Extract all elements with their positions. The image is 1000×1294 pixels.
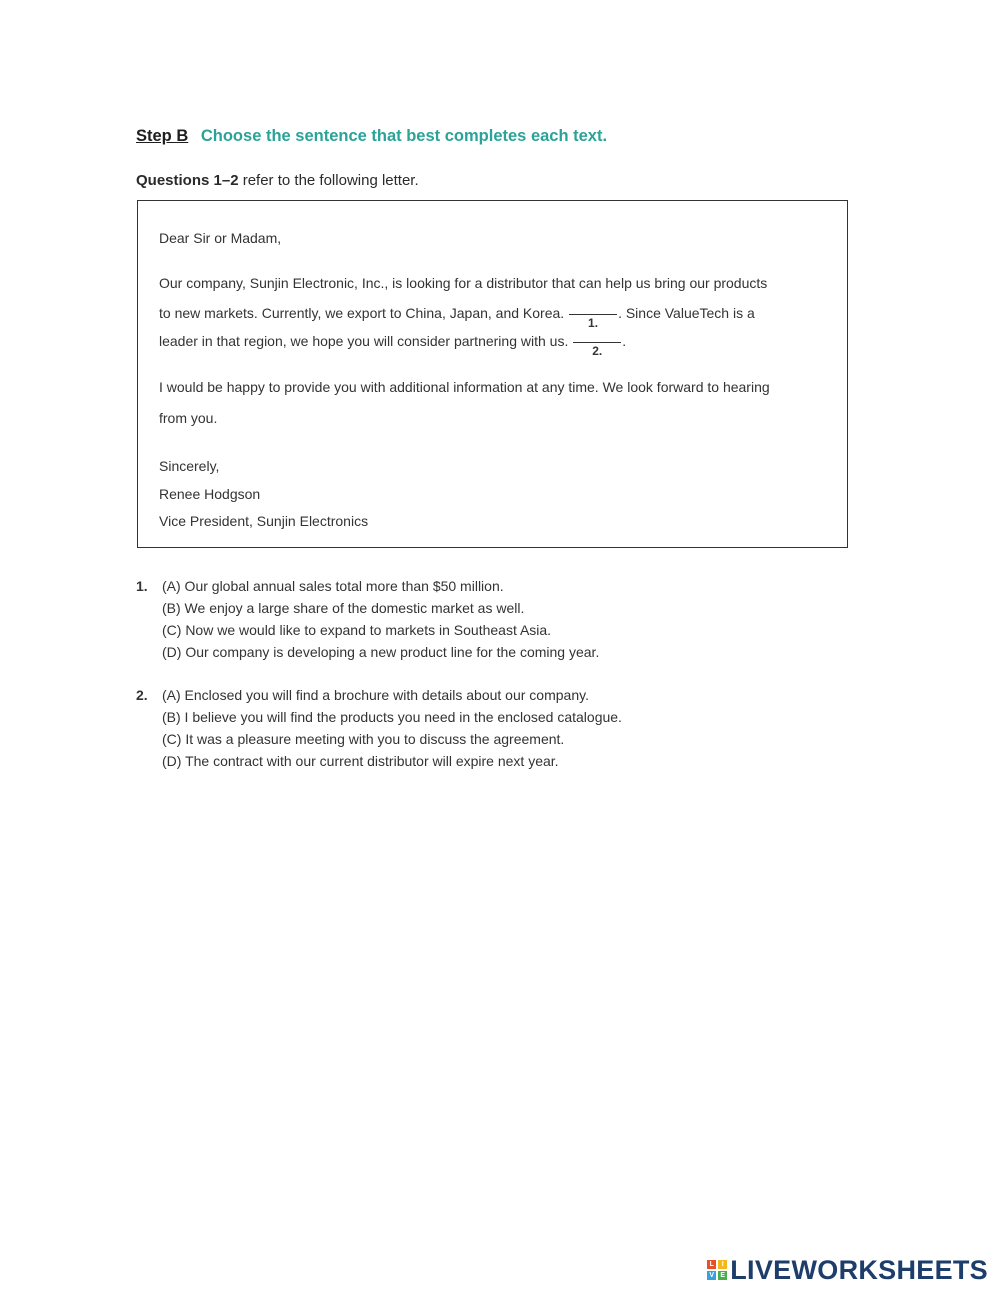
step-instruction: Choose the sentence that best completes each text.	[200, 127, 608, 145]
logo-tile: E	[718, 1271, 727, 1280]
liveworksheets-wordmark: LIVEWORKSHEETS	[730, 1254, 988, 1285]
letter-text: leader in that region, we hope you will consider partnering with us.	[159, 333, 573, 349]
liveworksheets-brand	[707, 1255, 988, 1285]
question-number: 2.	[136, 687, 148, 703]
letter-paragraph1-line1: Our company, Sunjin Electronic, Inc., is looking for a distributor that can help us bring our products	[159, 275, 768, 291]
question-1-option-a[interactable]: (A) Our global annual sales total more than $50 million.	[162, 578, 504, 594]
letter-paragraph1-line2	[159, 304, 755, 330]
question-1-option-b[interactable]: (B) We enjoy a large share of the domestic market as well.	[162, 600, 525, 616]
logo-tile: I	[718, 1260, 727, 1269]
letter-text: to new markets. Currently, we export to China, Japan, and Korea.	[159, 305, 569, 321]
letter-paragraph2-line2: from you.	[159, 410, 218, 426]
letter-signer-title: Vice President, Sunjin Electronics	[159, 513, 369, 529]
letter-text: . Since ValueTech is a	[618, 305, 755, 321]
question-number: 1.	[136, 578, 148, 594]
questions-range: Questions 1–2	[136, 172, 239, 189]
liveworksheets-logo-icon	[707, 1260, 727, 1280]
question-2-option-a[interactable]: (A) Enclosed you will find a brochure with details about our company.	[162, 687, 589, 703]
logo-tile: L	[707, 1260, 716, 1269]
step-label: Step B	[136, 127, 189, 145]
question-2-option-b[interactable]: (B) I believe you will find the products you need in the enclosed catalogue.	[162, 709, 622, 725]
letter-signer-name: Renee Hodgson	[159, 486, 261, 502]
letter-greeting: Dear Sir or Madam,	[159, 230, 282, 246]
questions-reference-text: refer to the following letter.	[238, 172, 419, 189]
blank-1[interactable]	[569, 304, 617, 330]
question-1-option-d[interactable]: (D) Our company is developing a new product line for the coming year.	[162, 644, 600, 660]
letter-text: .	[622, 333, 627, 349]
letter-paragraph1-line3	[159, 332, 627, 358]
questions-reference	[136, 172, 419, 189]
blank-2[interactable]	[573, 332, 621, 358]
blank-1-number: 1.	[588, 316, 599, 330]
blank-2-number: 2.	[592, 344, 603, 358]
question-1-option-c[interactable]: (C) Now we would like to expand to markets in Southeast Asia.	[162, 622, 552, 638]
step-heading	[136, 127, 607, 146]
letter-box	[137, 200, 848, 548]
letter-paragraph2-line1: I would be happy to provide you with additional information at any time. We look forward to hearing	[159, 379, 770, 395]
question-2-option-c[interactable]: (C) It was a pleasure meeting with you to discuss the agreement.	[162, 731, 565, 747]
letter-closing: Sincerely,	[159, 458, 220, 474]
question-2-option-d[interactable]: (D) The contract with our current distributor will expire next year.	[162, 753, 559, 769]
logo-tile: V	[707, 1271, 716, 1280]
